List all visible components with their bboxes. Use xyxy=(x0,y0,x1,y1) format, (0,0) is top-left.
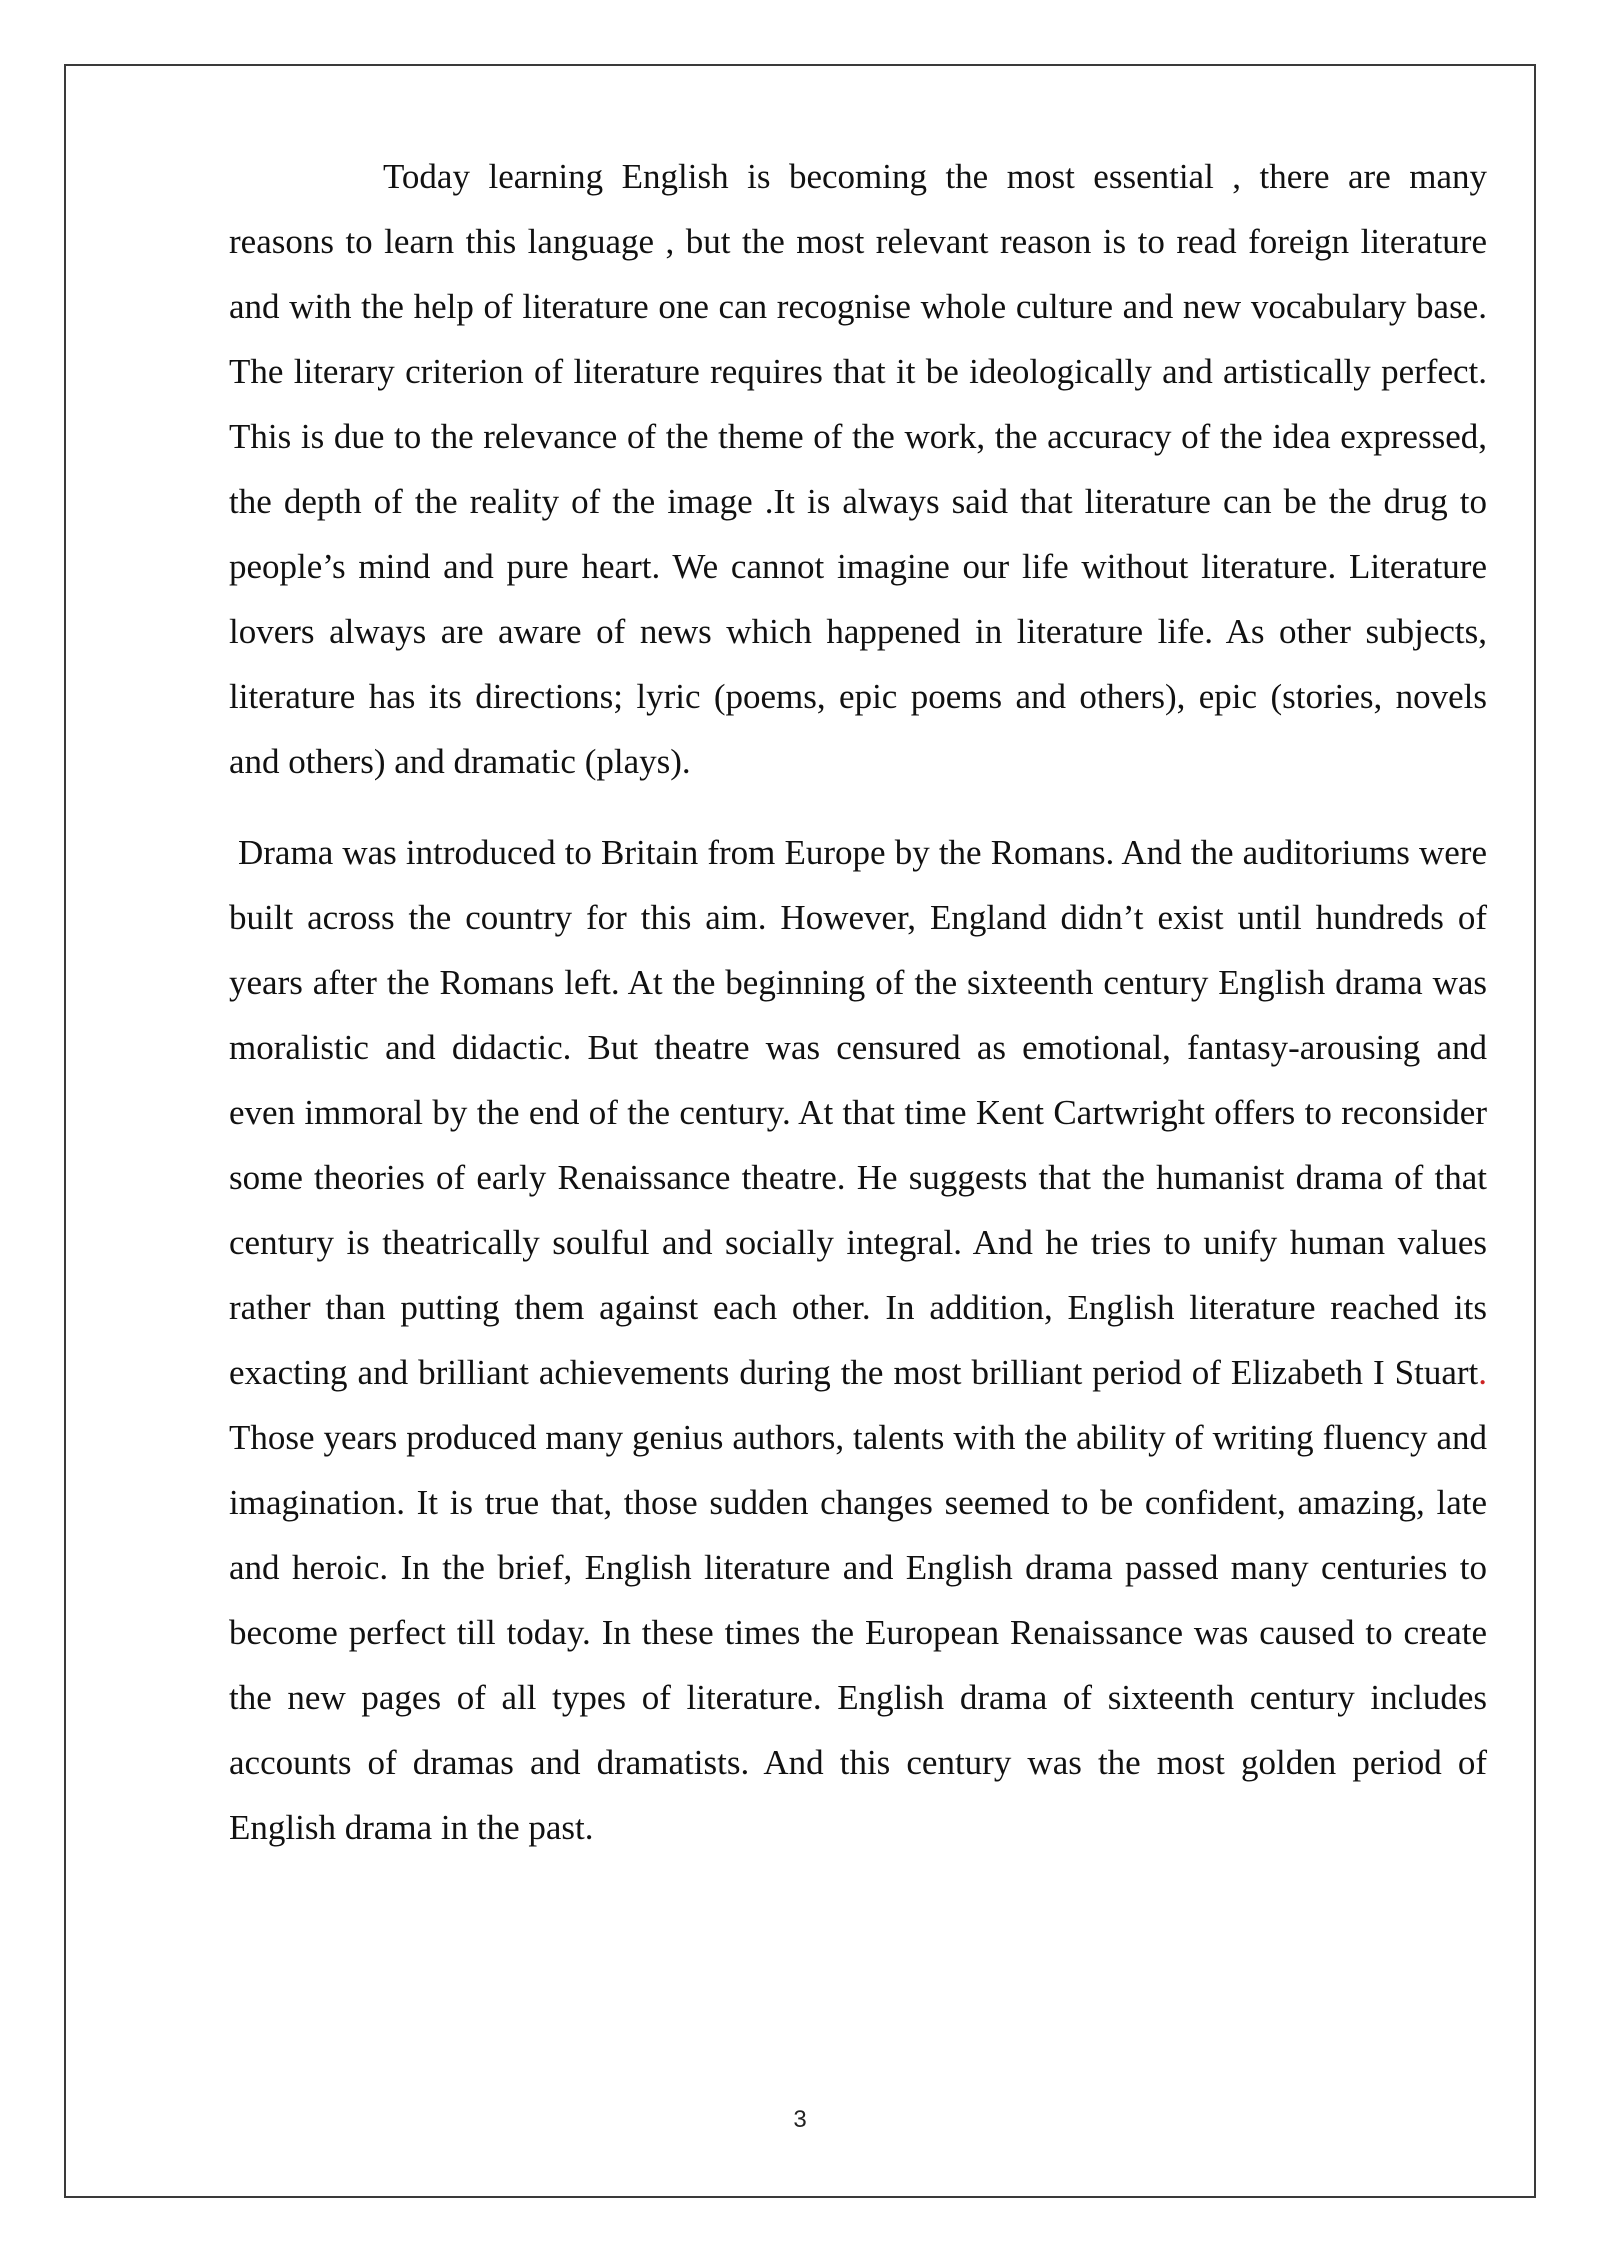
red-marked-period: . xyxy=(1478,1353,1487,1392)
paragraph-2 xyxy=(229,820,1487,1860)
document-body xyxy=(229,144,1487,1860)
paragraph-2-text-start: Drama was introduced to Britain from Europe by the Romans. And the auditoriums were built across the country for this aim. However, England didn’t exist until hundreds of years after the Romans left. At the beginning of the sixteenth century English drama was moralistic and didactic. But theatre was censured as emotional, fantasy-arousing and even immoral by the end of the century. At that time Kent Cartwright offers to reconsider some theories of early Renaissance theatre. He suggests that the humanist drama of that century is theatrically soulful and socially integral. And he tries to unify human values rather than putting them against each other. In addition, English literature reached its exacting and brilliant achievements during the most brilliant period of Elizabeth I Stuart xyxy=(229,833,1487,1392)
paragraph-1: Today learning English is becoming the most essential , there are many reasons to learn this language , but the most relevant reason is to read foreign literature and with the help of literature one can recognise whole culture and new vocabulary base. The literary criterion of literature requires that it be ideologically and artistically perfect. This is due to the relevance of the theme of the work, the accuracy of the idea expressed, the depth of the reality of the image .It is always said that literature can be the drug to people’s mind and pure heart. We cannot imagine our life without literature. Literature lovers always are aware of news which happened in literature life. As other subjects, literature has its directions; lyric (poems, epic poems and others), epic (stories, novels and others) and dramatic (plays). xyxy=(229,157,1487,781)
page-number: 3 xyxy=(793,2106,807,2133)
paragraph-2-text-end: Those years produced many genius authors, talents with the ability of writing fluency and imagination. It is true that, those sudden changes seemed to be confident, amazing, late and heroic. In the brief, English literature and English drama passed many centuries to become perfect till today. In these times the European Renaissance was caused to create the new pages of all types of literature. English drama of sixteenth century includes accounts of dramas and dramatists. And this century was the most golden period of English drama in the past. xyxy=(229,1418,1487,1847)
